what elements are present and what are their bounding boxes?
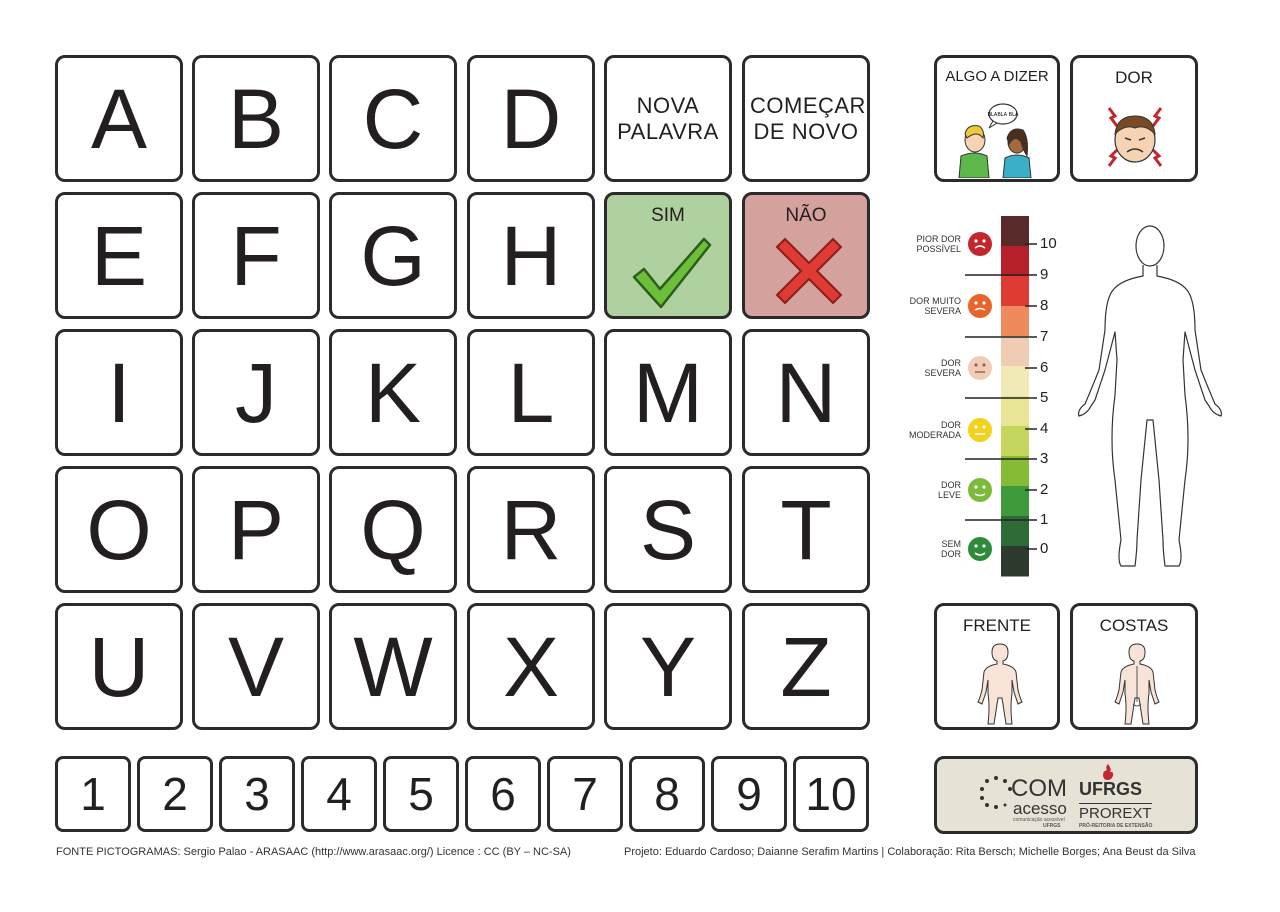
number-label: 9: [736, 768, 762, 820]
letter-tile[interactable]: [604, 466, 732, 593]
nao-label: NÃO: [785, 205, 827, 226]
pain-scale-segment: [1001, 246, 1029, 277]
checkmark-icon: [626, 233, 716, 313]
letter-tile[interactable]: [742, 603, 870, 730]
letter-label: C: [362, 71, 424, 166]
letter-tile[interactable]: [467, 192, 595, 319]
letter-label: R: [500, 482, 562, 577]
letter-tile[interactable]: [55, 603, 183, 730]
letter-tile[interactable]: [329, 55, 457, 182]
number-label: 5: [408, 768, 434, 820]
number-tile[interactable]: [301, 756, 377, 832]
letter-label: K: [364, 345, 422, 440]
comecar-de-novo-label: COMEÇAR DE NOVO: [750, 92, 866, 144]
pain-scale-number: 10: [1040, 235, 1057, 252]
number-tile[interactable]: [55, 756, 131, 832]
logos-box: [934, 756, 1198, 834]
letter-tile[interactable]: [604, 603, 732, 730]
number-label: 6: [490, 768, 516, 820]
letter-tile[interactable]: [55, 55, 183, 182]
pain-scale-number: 5: [1040, 389, 1049, 406]
pain-level-label-line: DOR: [941, 480, 961, 490]
number-tile[interactable]: [137, 756, 213, 832]
letter-tile[interactable]: [467, 55, 595, 182]
letter-tile[interactable]: [329, 192, 457, 319]
frente-label: FRENTE: [963, 616, 1031, 635]
pain-level-label-line: DOR: [941, 549, 961, 559]
number-tile[interactable]: [383, 756, 459, 832]
letter-label: B: [227, 71, 285, 166]
letter-tile[interactable]: [467, 603, 595, 730]
pain-scale-number: 1: [1040, 511, 1049, 528]
pain-scale-number: 7: [1040, 328, 1049, 345]
letter-label: F: [230, 208, 282, 303]
letter-tile[interactable]: [329, 329, 457, 456]
pain-level-label: [901, 358, 961, 378]
sim-button[interactable]: [604, 192, 732, 319]
letter-tile[interactable]: [192, 329, 320, 456]
comecar-de-novo-button[interactable]: [742, 55, 870, 182]
acesso-sub-text: comunicação acessível: [1013, 817, 1065, 823]
number-label: 10: [805, 768, 857, 820]
number-label: 3: [244, 768, 270, 820]
letter-label: I: [107, 345, 131, 440]
footer-credits-left: FONTE PICTOGRAMAS: Sergio Palao - ARASAAC (http://www.arasaac.org/) Licence : CC (BY – NC-SA): [56, 846, 571, 858]
com-acesso-logo-icon: [979, 775, 1013, 809]
pain-scale-number: 2: [1040, 481, 1049, 498]
pain-level-label: [901, 539, 961, 559]
speech-bubble-text: BLABLA BLA: [987, 112, 1019, 118]
number-label: 1: [80, 768, 106, 820]
number-tile[interactable]: [629, 756, 705, 832]
nova-palavra-button[interactable]: [604, 55, 732, 182]
dor-button[interactable]: [1070, 55, 1198, 182]
pain-level-label-line: PIOR DOR: [916, 234, 961, 244]
ufrgs-logo-text: UFRGS: [1079, 779, 1142, 799]
dor-label: DOR: [1115, 68, 1153, 87]
pain-scale-segment: [1001, 216, 1029, 247]
letter-label: P: [227, 482, 285, 577]
pain-scale-segment: [1001, 456, 1029, 487]
pain-scale-segment: [1001, 426, 1029, 457]
pain-scale-segment: [1001, 486, 1029, 517]
pain-scale-segment: [1001, 306, 1029, 337]
number-label: 7: [572, 768, 598, 820]
pain-scale-number: 3: [1040, 450, 1049, 467]
prorext-sub-text: PRÓ-REITORIA DE EXTENSÃO: [1079, 823, 1153, 829]
pain-face-icon: [967, 231, 993, 257]
pain-scale-number: 8: [1040, 297, 1049, 314]
pain-scale-segment: [1001, 276, 1029, 307]
pain-scale-segment: [1001, 546, 1029, 577]
pain-level-label: [901, 234, 961, 254]
costas-button[interactable]: [1070, 603, 1198, 730]
letter-label: A: [90, 71, 148, 166]
pain-face-icon: [967, 536, 993, 562]
number-tile[interactable]: [219, 756, 295, 832]
letter-label: W: [353, 619, 433, 714]
letter-tile[interactable]: [329, 466, 457, 593]
nova-palavra-label: NOVA PALAVRA: [617, 92, 719, 144]
letter-tile[interactable]: [55, 192, 183, 319]
letter-label: Y: [639, 619, 697, 714]
letter-label: L: [507, 345, 555, 440]
pain-scale-number: 4: [1040, 420, 1049, 437]
pain-scale-number: 6: [1040, 359, 1049, 376]
pain-face-icon: [967, 477, 993, 503]
letter-tile[interactable]: [467, 466, 595, 593]
letter-tile[interactable]: [55, 466, 183, 593]
pain-scale-segment: [1001, 396, 1029, 427]
pain-scale-segment: [1001, 366, 1029, 397]
pain-scale-number: 9: [1040, 266, 1049, 283]
letter-tile[interactable]: [467, 329, 595, 456]
letter-label: M: [633, 345, 703, 440]
sim-label: SIM: [651, 205, 685, 226]
nao-button[interactable]: [742, 192, 870, 319]
number-tile[interactable]: [547, 756, 623, 832]
costas-label: COSTAS: [1099, 616, 1169, 635]
algo-a-dizer-label: ALGO A DIZER: [945, 68, 1049, 85]
pain-level-label: [901, 480, 961, 500]
letter-label: Q: [360, 482, 426, 577]
cross-icon: [771, 233, 847, 309]
letter-label: E: [90, 208, 148, 303]
letter-label: D: [500, 71, 562, 166]
letter-label: V: [227, 619, 285, 714]
pain-level-label-line: SEVERA: [924, 306, 961, 316]
footer-credits-right: Projeto: Eduardo Cardoso; Daianne Serafim Martins | Colaboração: Rita Bersch; Michelle Borges; Ana Beust da Silva: [624, 846, 1196, 858]
letter-label: S: [639, 482, 697, 577]
pain-level-label-line: SEVERA: [924, 368, 961, 378]
pain-face-icon: [967, 417, 993, 443]
pain-level-label-line: DOR MUITO: [909, 296, 961, 306]
pain-face-icon: [967, 355, 993, 381]
letter-tile[interactable]: [604, 329, 732, 456]
letter-label: G: [360, 208, 426, 303]
letter-tile[interactable]: [742, 466, 870, 593]
pain-face-icon: [1075, 96, 1195, 180]
number-label: 8: [654, 768, 680, 820]
letter-tile[interactable]: [742, 329, 870, 456]
letter-label: N: [775, 345, 837, 440]
letter-label: Z: [780, 619, 832, 714]
number-tile[interactable]: [711, 756, 787, 832]
com-logo-text: COM: [1011, 775, 1067, 802]
letter-label: U: [88, 619, 150, 714]
letter-label: O: [86, 482, 152, 577]
letter-tile[interactable]: [192, 466, 320, 593]
pain-level-label-line: SEM: [941, 539, 961, 549]
acesso-ufrgs-text: UFRGS: [1043, 823, 1061, 829]
pain-level-label: [901, 420, 961, 440]
letter-tile[interactable]: [192, 192, 320, 319]
letter-tile[interactable]: [329, 603, 457, 730]
pain-level-label-line: DOR: [941, 358, 961, 368]
letter-label: J: [235, 345, 277, 440]
prorext-logo-text: PROREXT: [1079, 805, 1152, 822]
number-tile[interactable]: [465, 756, 541, 832]
number-tile[interactable]: [793, 756, 869, 832]
number-label: 4: [326, 768, 352, 820]
pain-face-icon: [967, 293, 993, 319]
body-back-icon: [1107, 642, 1167, 728]
acesso-logo-text: acesso: [1013, 799, 1067, 818]
letter-label: X: [502, 619, 560, 714]
pain-level-label-line: DOR: [941, 420, 961, 430]
pain-level-label-line: LEVE: [937, 490, 961, 500]
letter-label: T: [780, 482, 832, 577]
letter-label: H: [500, 208, 562, 303]
pain-scale-number: 0: [1040, 540, 1049, 557]
letter-tile[interactable]: [192, 55, 320, 182]
frente-button[interactable]: [934, 603, 1060, 730]
pain-level-label-line: POSSÍVEL: [916, 244, 961, 254]
body-front-icon: [970, 642, 1030, 728]
pain-scale-segment: [1001, 336, 1029, 367]
pain-level-label: [901, 296, 961, 316]
talking-people-icon: [937, 94, 1057, 178]
body-outline-icon: [1065, 220, 1235, 580]
letter-tile[interactable]: [55, 329, 183, 456]
letter-tile[interactable]: [192, 603, 320, 730]
number-label: 2: [162, 768, 188, 820]
algo-a-dizer-button[interactable]: [934, 55, 1060, 182]
pain-level-label-line: MODERADA: [908, 430, 961, 440]
